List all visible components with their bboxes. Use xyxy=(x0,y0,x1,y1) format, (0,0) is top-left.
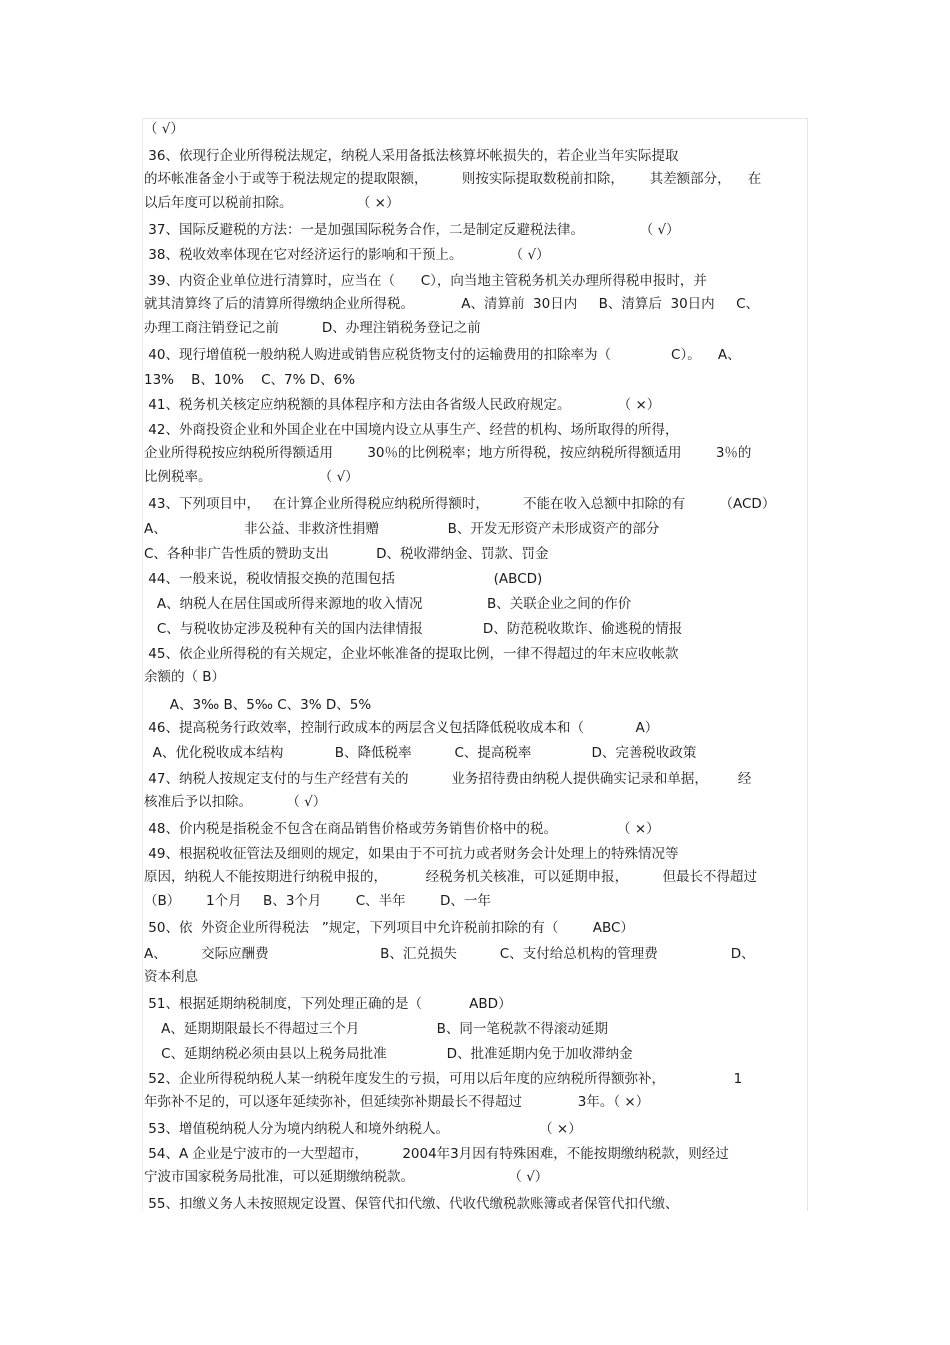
text-line: 资本利息 xyxy=(144,969,198,985)
text-line: 50、依 外资企业所得税法 ”规定，下列项目中允许税前扣除的有（ ABC） xyxy=(144,920,634,936)
text-line: 48、价内税是指税金不包含在商品销售价格或劳务销售价格中的税。 （ ×） xyxy=(144,821,660,837)
text-line: 41、税务机关核定应纳税额的具体程序和方法由各省级人民政府规定。 （ ×） xyxy=(144,397,661,413)
text-line: 38、税收效率体现在它对经济运行的影响和干预上。 （ √） xyxy=(144,247,550,263)
text-line: A、3‰ B、5‰ C、3% D、5% xyxy=(144,697,372,713)
text-line: 44、一般来说，税收情报交换的范围包括 (ABCD) xyxy=(144,571,543,587)
text-line: 46、提高税务行政效率，控制行政成本的两层含义包括降低税收成本和（ A） xyxy=(144,720,659,736)
text-line: C、各种非广告性质的赞助支出 D、税收滞纳金、罚款、罚金 xyxy=(144,546,549,562)
text-line: 以后年度可以税前扣除。 （ ×） xyxy=(144,195,400,211)
text-line: 企业所得税按应纳税所得额适用 30％的比例税率；地方所得税，按应纳税所得额适用 3％的 xyxy=(144,445,752,461)
text-line: 40、现行增值税一般纳税人购进或销售应税货物支付的运输费用的扣除率为（ C）。 A、 xyxy=(144,347,741,363)
text-line: 54、A 企业是宁波市的一大型超市， 2004年3月因有特殊困难，不能按期缴纳税款，则经过 xyxy=(144,1146,729,1162)
text-line: 42、外商投资企业和外国企业在中国境内设立从事生产、经营的机构、场所取得的所得， xyxy=(144,422,679,438)
text-line: 52、企业所得税纳税人某一纳税年度发生的亏损，可用以后年度的应纳税所得额弥补， 1 xyxy=(144,1071,743,1087)
text-line: 55、扣缴义务人未按照规定设置、保管代扣代缴、代收代缴税款账簿或者保管代扣代缴、 xyxy=(144,1196,679,1212)
text-line: A、纳税人在居住国或所得来源地的收入情况 B、关联企业之间的作价 xyxy=(144,596,632,612)
text-line: 宁波市国家税务局批准，可以延期缴纳税款。 （ √） xyxy=(144,1169,549,1185)
text-line: 的坏帐准备金小于或等于税法规定的提取限额， 则按实际提取数税前扣除， 其差额部分， 在 xyxy=(144,171,762,187)
text-line: 就其清算终了后的清算所得缴纳企业所得税。 A、清算前 30日内 B、清算后 30日内 C、 xyxy=(144,296,760,312)
text-line: 45、依企业所得税的有关规定，企业坏帐准备的提取比例，一律不得超过的年末应收帐款 xyxy=(144,646,679,662)
text-line: A、 非公益、非救济性捐赠 B、开发无形资产未形成资产的部分 xyxy=(144,521,660,537)
text-line: （B） 1个月 B、3个月 C、半年 D、一年 xyxy=(144,893,491,909)
text-line: 年弥补不足的，可以逐年延续弥补，但延续弥补期最长不得超过 3年。（ ×） xyxy=(144,1094,650,1110)
text-line: A、优化税收成本结构 B、降低税率 C、提高税率 D、完善税收政策 xyxy=(144,745,697,761)
text-line: C、与税收协定涉及税种有关的国内法律情报 D、防范税收欺诈、偷逃税的情报 xyxy=(144,621,683,637)
text-line: 53、增值税纳税人分为境内纳税人和境外纳税人。 （ ×） xyxy=(144,1121,582,1137)
text-line: 办理工商注销登记之前 D、办理注销税务登记之前 xyxy=(144,320,481,336)
text-line: 36、依现行企业所得税法规定，纳税人采用备抵法核算坏帐损失的，若企业当年实际提取 xyxy=(144,148,679,164)
text-line: 原因，纳税人不能按期进行纳税申报的， 经税务机关核准，可以延期申报， 但最长不得超过 xyxy=(144,869,757,885)
text-line: A、延期期限最长不得超过三个月 B、同一笔税款不得滚动延期 xyxy=(144,1021,608,1037)
text-line: 核准后予以扣除。 （ √） xyxy=(144,794,327,810)
text-line: 49、根据税收征管法及细则的规定，如果由于不可抗力或者财务会计处理上的特殊情况等 xyxy=(144,846,679,862)
text-line: 比例税率。 （ √） xyxy=(144,469,359,485)
text-line: 39、内资企业单位进行清算时，应当在（ C），向当地主管税务机关办理所得税申报时，并 xyxy=(144,273,707,289)
text-line: 余额的（ B） xyxy=(144,669,226,685)
text-line: C、延期纳税必须由县以上税务局批准 D、批准延期内免于加收滞纳金 xyxy=(144,1046,633,1062)
text-line: 13% B、10% C、7% D、6% xyxy=(144,372,356,388)
text-line: 37、国际反避税的方法：一是加强国际税务合作，二是制定反避税法律。 （ √） xyxy=(144,222,680,238)
text-line: 51、根据延期纳税制度，下列处理正确的是（ ABD） xyxy=(144,996,512,1012)
text-line: 47、纳税人按规定支付的与生产经营有关的 业务招待费由纳税人提供确实记录和单据， 经 xyxy=(144,771,752,787)
text-line: 43、下列项目中， 在计算企业所得税应纳税所得额时， 不能在收入总额中扣除的有 （ACD） xyxy=(144,496,776,512)
text-line: A、 交际应酬费 B、汇兑损失 C、支付给总机构的管理费 D、 xyxy=(144,946,755,962)
text-line: （ √） xyxy=(144,121,184,137)
